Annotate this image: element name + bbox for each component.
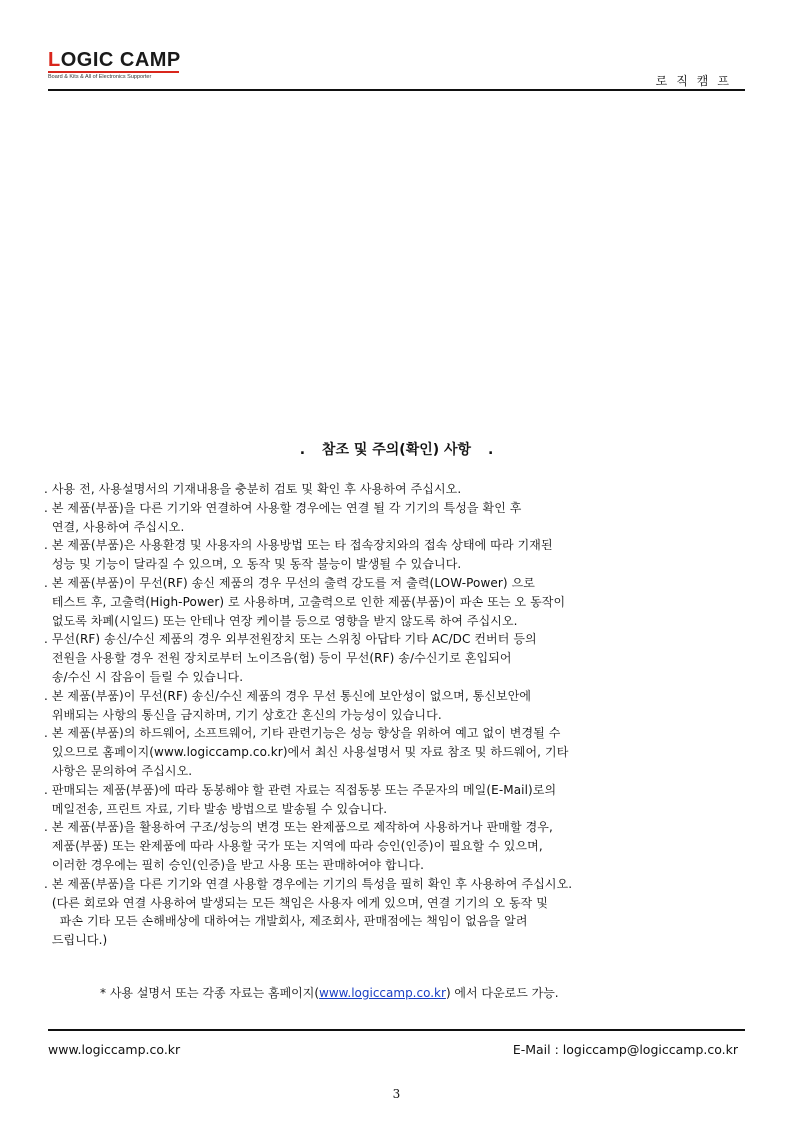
note-line: . 본 제품(부품)은 사용환경 및 사용자의 사용방법 또는 타 접속장치와의 접속 상태에 따라 기재된 [44, 538, 553, 553]
section-title-suffix: . [487, 442, 494, 458]
footer-divider [48, 1029, 745, 1031]
footer-website: www.logiccamp.co.kr [48, 1042, 181, 1057]
logo-tagline: Board & Kits & All of Electronics Supporter [48, 74, 152, 80]
note-line: 파손 기타 모든 손해배상에 대하여는 개발회사, 제조회사, 판매점에는 책임이 없음을 알려 [44, 914, 528, 929]
note-line: . 무선(RF) 송신/수신 제품의 경우 외부전원장치 또는 스위칭 아답타 기타 AC/DC 컨버터 등의 [44, 632, 537, 647]
note-line: 위배되는 사항의 통신을 금지하며, 기기 상호간 혼신의 가능성이 있습니다. [44, 707, 442, 722]
note-line: . 본 제품(부품)이 무선(RF) 송신 제품의 경우 무선의 출력 강도를 저 출력(LOW-Power) 으로 [44, 575, 535, 590]
header-divider [48, 89, 745, 91]
logo-text: OGIC CAMP [60, 49, 181, 71]
download-suffix: ) 에서 다운로드 가능. [445, 986, 559, 1000]
section-title-text: 참조 및 주의(확인) 사항 [321, 442, 472, 458]
note-line: . 본 제품(부품)의 하드웨어, 소프트웨어, 기타 관련기능은 성능 향상을 위하여 예고 없이 변경될 수 [44, 726, 561, 741]
note-line: 메일전송, 프린트 자료, 기타 발송 방법으로 발송될 수 있습니다. [44, 801, 388, 816]
download-notice [100, 984, 559, 1001]
page-number: 3 [392, 1087, 401, 1101]
note-line: . 사용 전, 사용설명서의 기재내용을 충분히 검토 및 확인 후 사용하여 주십시오. [44, 482, 462, 496]
note-line: . 본 제품(부품)을 다른 기기와 연결하여 사용할 경우에는 연결 될 각 기기의 특성을 확인 후 [44, 500, 522, 515]
note-line: (다른 회로와 연결 사용하여 발생되는 모든 책임은 사용자 에게 있으며, 연결 기기의 오 동작 및 [44, 895, 548, 910]
note-line: 전원을 사용할 경우 전원 장치로부터 노이즈음(험) 등이 무선(RF) 송/수신기로 혼입되어 [44, 651, 512, 666]
note-line: 연결, 사용하여 주십시오. [44, 519, 185, 534]
note-line: 성능 및 기능이 달라질 수 있으며, 오 동작 및 동작 불능이 발생될 수 있습니다. [44, 557, 462, 572]
note-line: 테스트 후, 고출력(High-Power) 로 사용하며, 고출력으로 인한 제품(부품)이 파손 또는 오 동작이 [44, 594, 566, 609]
note-line: 송/수신 시 잡음이 들릴 수 있습니다. [44, 669, 244, 684]
section-title-prefix: . [299, 442, 306, 458]
note-line: 있으므로 홈페이지(www.logiccamp.co.kr)에서 최신 사용설명서 및 자료 참조 및 하드웨어, 기타 [44, 745, 569, 760]
note-line: . 본 제품(부품)을 활용하여 구조/성능의 변경 또는 완제품으로 제작하여 사용하거나 판매할 경우, [44, 820, 553, 835]
footer-email: E-Mail : logiccamp@logiccamp.co.kr [512, 1042, 738, 1057]
note-line: 사항은 문의하여 주십시오. [44, 763, 193, 778]
section-title [0, 439, 793, 459]
note-line: 제품(부품) 또는 완제품에 따라 사용할 국가 또는 지역에 따라 승인(인증)이 필요할 수 있으며, [44, 839, 543, 854]
note-line: 이러한 경우에는 필히 승인(인증)을 받고 사용 또는 판매하여야 합니다. [44, 857, 425, 872]
logic-camp-logo [48, 50, 181, 80]
note-line: 없도록 차폐(시일드) 또는 안테나 연장 케이블 등으로 영향을 받지 않도록 하여 주십시오. [44, 613, 518, 628]
homepage-link[interactable]: www.logiccamp.co.kr [319, 986, 446, 1000]
header-company-name: 로직캠프 [655, 74, 738, 88]
logo-letter-l: L [48, 49, 61, 71]
logo-wordmark [48, 50, 181, 70]
note-line: . 판매되는 제품(부품)에 따라 동봉해야 할 관련 자료는 직접동봉 또는 주문자의 메일(E-Mail)로의 [44, 782, 557, 797]
note-line: . 본 제품(부품)이 무선(RF) 송신/수신 제품의 경우 무선 통신에 보안성이 없으며, 통신보안에 [44, 688, 532, 703]
note-line: 드립니다.) [44, 933, 108, 948]
download-prefix: * 사용 설명서 또는 각종 자료는 홈페이지( [100, 986, 320, 1000]
logo-underline [48, 71, 179, 73]
notes-list [44, 480, 754, 950]
note-line: . 본 제품(부품)을 다른 기기와 연결 사용할 경우에는 기기의 특성을 필히 확인 후 사용하여 주십시오. [44, 876, 573, 891]
